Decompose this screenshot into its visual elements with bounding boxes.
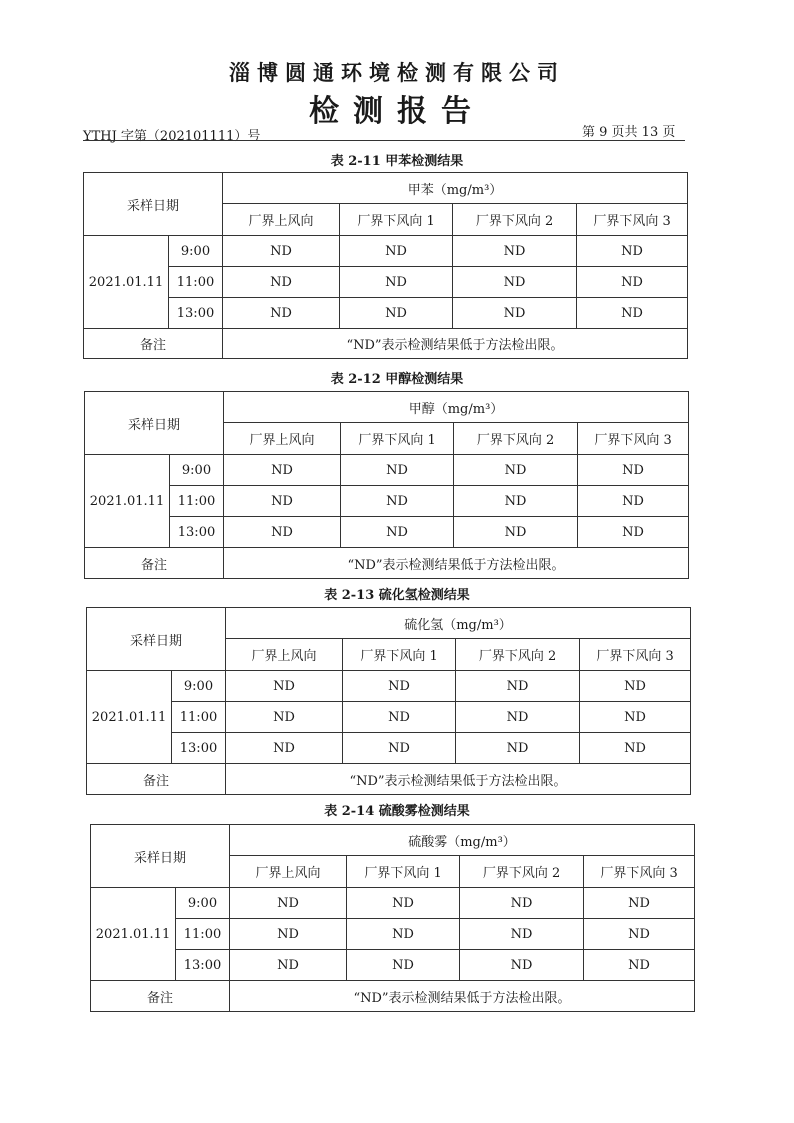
column-header: 厂界上风向 — [226, 639, 343, 671]
sample-time: 9:00 — [170, 455, 224, 486]
result-cell: ND — [347, 950, 460, 981]
result-cell: ND — [347, 919, 460, 950]
table-caption: 表 2-11 甲苯检测结果 — [330, 154, 464, 169]
sulfuric-acid-mist-table — [90, 824, 695, 1012]
result-cell: ND — [456, 671, 580, 702]
table-row — [84, 298, 688, 329]
result-cell: ND — [224, 486, 341, 517]
result-cell: ND — [584, 950, 695, 981]
toluene-table — [83, 172, 688, 359]
result-cell: ND — [577, 236, 688, 267]
result-cell: ND — [340, 267, 453, 298]
hydrogen-sulfide-table — [86, 607, 691, 795]
parameter-header: 甲醇（mg/m³） — [224, 392, 689, 423]
column-header: 厂界上风向 — [224, 423, 341, 455]
date-header: 采样日期 — [85, 392, 224, 455]
result-cell: ND — [230, 919, 347, 950]
result-cell: ND — [347, 888, 460, 919]
remark-label: 备注 — [87, 764, 226, 795]
table-caption: 表 2-14 硫酸雾检测结果 — [324, 804, 470, 819]
result-cell: ND — [341, 517, 454, 548]
table-row — [84, 267, 688, 298]
sample-time: 9:00 — [172, 671, 226, 702]
column-header: 厂界下风向 1 — [343, 639, 456, 671]
header-rule — [83, 140, 685, 141]
result-cell: ND — [230, 950, 347, 981]
result-cell: ND — [577, 298, 688, 329]
remark-label: 备注 — [91, 981, 230, 1012]
result-cell: ND — [453, 298, 577, 329]
result-cell: ND — [340, 236, 453, 267]
remark-label: 备注 — [84, 329, 223, 359]
table-row — [85, 455, 689, 486]
document-number: YTHJ 字第（202101111）号 — [83, 129, 261, 144]
result-cell: ND — [454, 455, 578, 486]
result-cell: ND — [580, 733, 691, 764]
sample-time: 11:00 — [170, 486, 224, 517]
result-cell: ND — [340, 298, 453, 329]
table-row — [84, 236, 688, 267]
result-cell: ND — [343, 733, 456, 764]
result-cell: ND — [343, 671, 456, 702]
result-cell: ND — [224, 517, 341, 548]
result-cell: ND — [223, 236, 340, 267]
date-header: 采样日期 — [91, 825, 230, 888]
column-header: 厂界下风向 1 — [341, 423, 454, 455]
remark-text: “ND”表示检测结果低于方法检出限。 — [230, 981, 695, 1012]
remark-label: 备注 — [85, 548, 224, 579]
result-cell: ND — [454, 517, 578, 548]
column-header: 厂界下风向 2 — [453, 204, 577, 236]
column-header: 厂界下风向 2 — [454, 423, 578, 455]
date-header: 采样日期 — [84, 173, 223, 236]
result-cell: ND — [230, 888, 347, 919]
result-cell: ND — [223, 267, 340, 298]
table-row — [91, 950, 695, 981]
sample-time: 11:00 — [176, 919, 230, 950]
remark-text: “ND”表示检测结果低于方法检出限。 — [226, 764, 691, 795]
result-cell: ND — [584, 919, 695, 950]
column-header: 厂界下风向 1 — [347, 856, 460, 888]
table-row — [91, 888, 695, 919]
result-cell: ND — [226, 702, 343, 733]
result-cell: ND — [460, 950, 584, 981]
company-name: 淄博圆通环境检测有限公司 — [229, 60, 565, 85]
result-cell: ND — [584, 888, 695, 919]
column-header: 厂界上风向 — [223, 204, 340, 236]
date-header: 采样日期 — [87, 608, 226, 671]
parameter-header: 硫化氢（mg/m³） — [226, 608, 691, 639]
result-cell: ND — [341, 486, 454, 517]
result-cell: ND — [341, 455, 454, 486]
table-row — [87, 702, 691, 733]
sample-time: 9:00 — [176, 888, 230, 919]
sample-time: 11:00 — [169, 267, 223, 298]
column-header: 厂界下风向 3 — [584, 856, 695, 888]
result-cell: ND — [580, 671, 691, 702]
column-header: 厂界下风向 2 — [456, 639, 580, 671]
table-caption: 表 2-12 甲醇检测结果 — [330, 372, 464, 387]
table-row — [91, 919, 695, 950]
result-cell: ND — [578, 455, 689, 486]
result-cell: ND — [456, 702, 580, 733]
parameter-header: 硫酸雾（mg/m³） — [230, 825, 695, 856]
table-row — [87, 733, 691, 764]
page-number: 第 9 页共 13 页 — [582, 125, 676, 140]
sample-time: 13:00 — [169, 298, 223, 329]
result-cell: ND — [223, 298, 340, 329]
sample-date: 2021.01.11 — [85, 455, 170, 548]
remark-text: “ND”表示检测结果低于方法检出限。 — [224, 548, 689, 579]
result-cell: ND — [226, 733, 343, 764]
table-row — [87, 671, 691, 702]
column-header: 厂界下风向 2 — [460, 856, 584, 888]
sample-time: 9:00 — [169, 236, 223, 267]
sample-date: 2021.01.11 — [84, 236, 169, 329]
sample-time: 13:00 — [176, 950, 230, 981]
column-header: 厂界下风向 3 — [578, 423, 689, 455]
result-cell: ND — [577, 267, 688, 298]
column-header: 厂界下风向 1 — [340, 204, 453, 236]
methanol-table — [84, 391, 689, 579]
sample-date: 2021.01.11 — [91, 888, 176, 981]
result-cell: ND — [580, 702, 691, 733]
table-row — [85, 486, 689, 517]
result-cell: ND — [460, 919, 584, 950]
result-cell: ND — [343, 702, 456, 733]
result-cell: ND — [578, 517, 689, 548]
parameter-header: 甲苯（mg/m³） — [223, 173, 688, 204]
table-caption: 表 2-13 硫化氢检测结果 — [324, 588, 470, 603]
column-header: 厂界下风向 3 — [577, 204, 688, 236]
sample-date: 2021.01.11 — [87, 671, 172, 764]
result-cell: ND — [456, 733, 580, 764]
result-cell: ND — [460, 888, 584, 919]
report-title: 检测报告 — [309, 94, 485, 129]
result-cell: ND — [224, 455, 341, 486]
result-cell: ND — [578, 486, 689, 517]
remark-text: “ND”表示检测结果低于方法检出限。 — [223, 329, 688, 359]
result-cell: ND — [454, 486, 578, 517]
column-header: 厂界上风向 — [230, 856, 347, 888]
column-header: 厂界下风向 3 — [580, 639, 691, 671]
result-cell: ND — [453, 267, 577, 298]
result-cell: ND — [453, 236, 577, 267]
sample-time: 13:00 — [170, 517, 224, 548]
table-row — [85, 517, 689, 548]
result-cell: ND — [226, 671, 343, 702]
sample-time: 11:00 — [172, 702, 226, 733]
sample-time: 13:00 — [172, 733, 226, 764]
